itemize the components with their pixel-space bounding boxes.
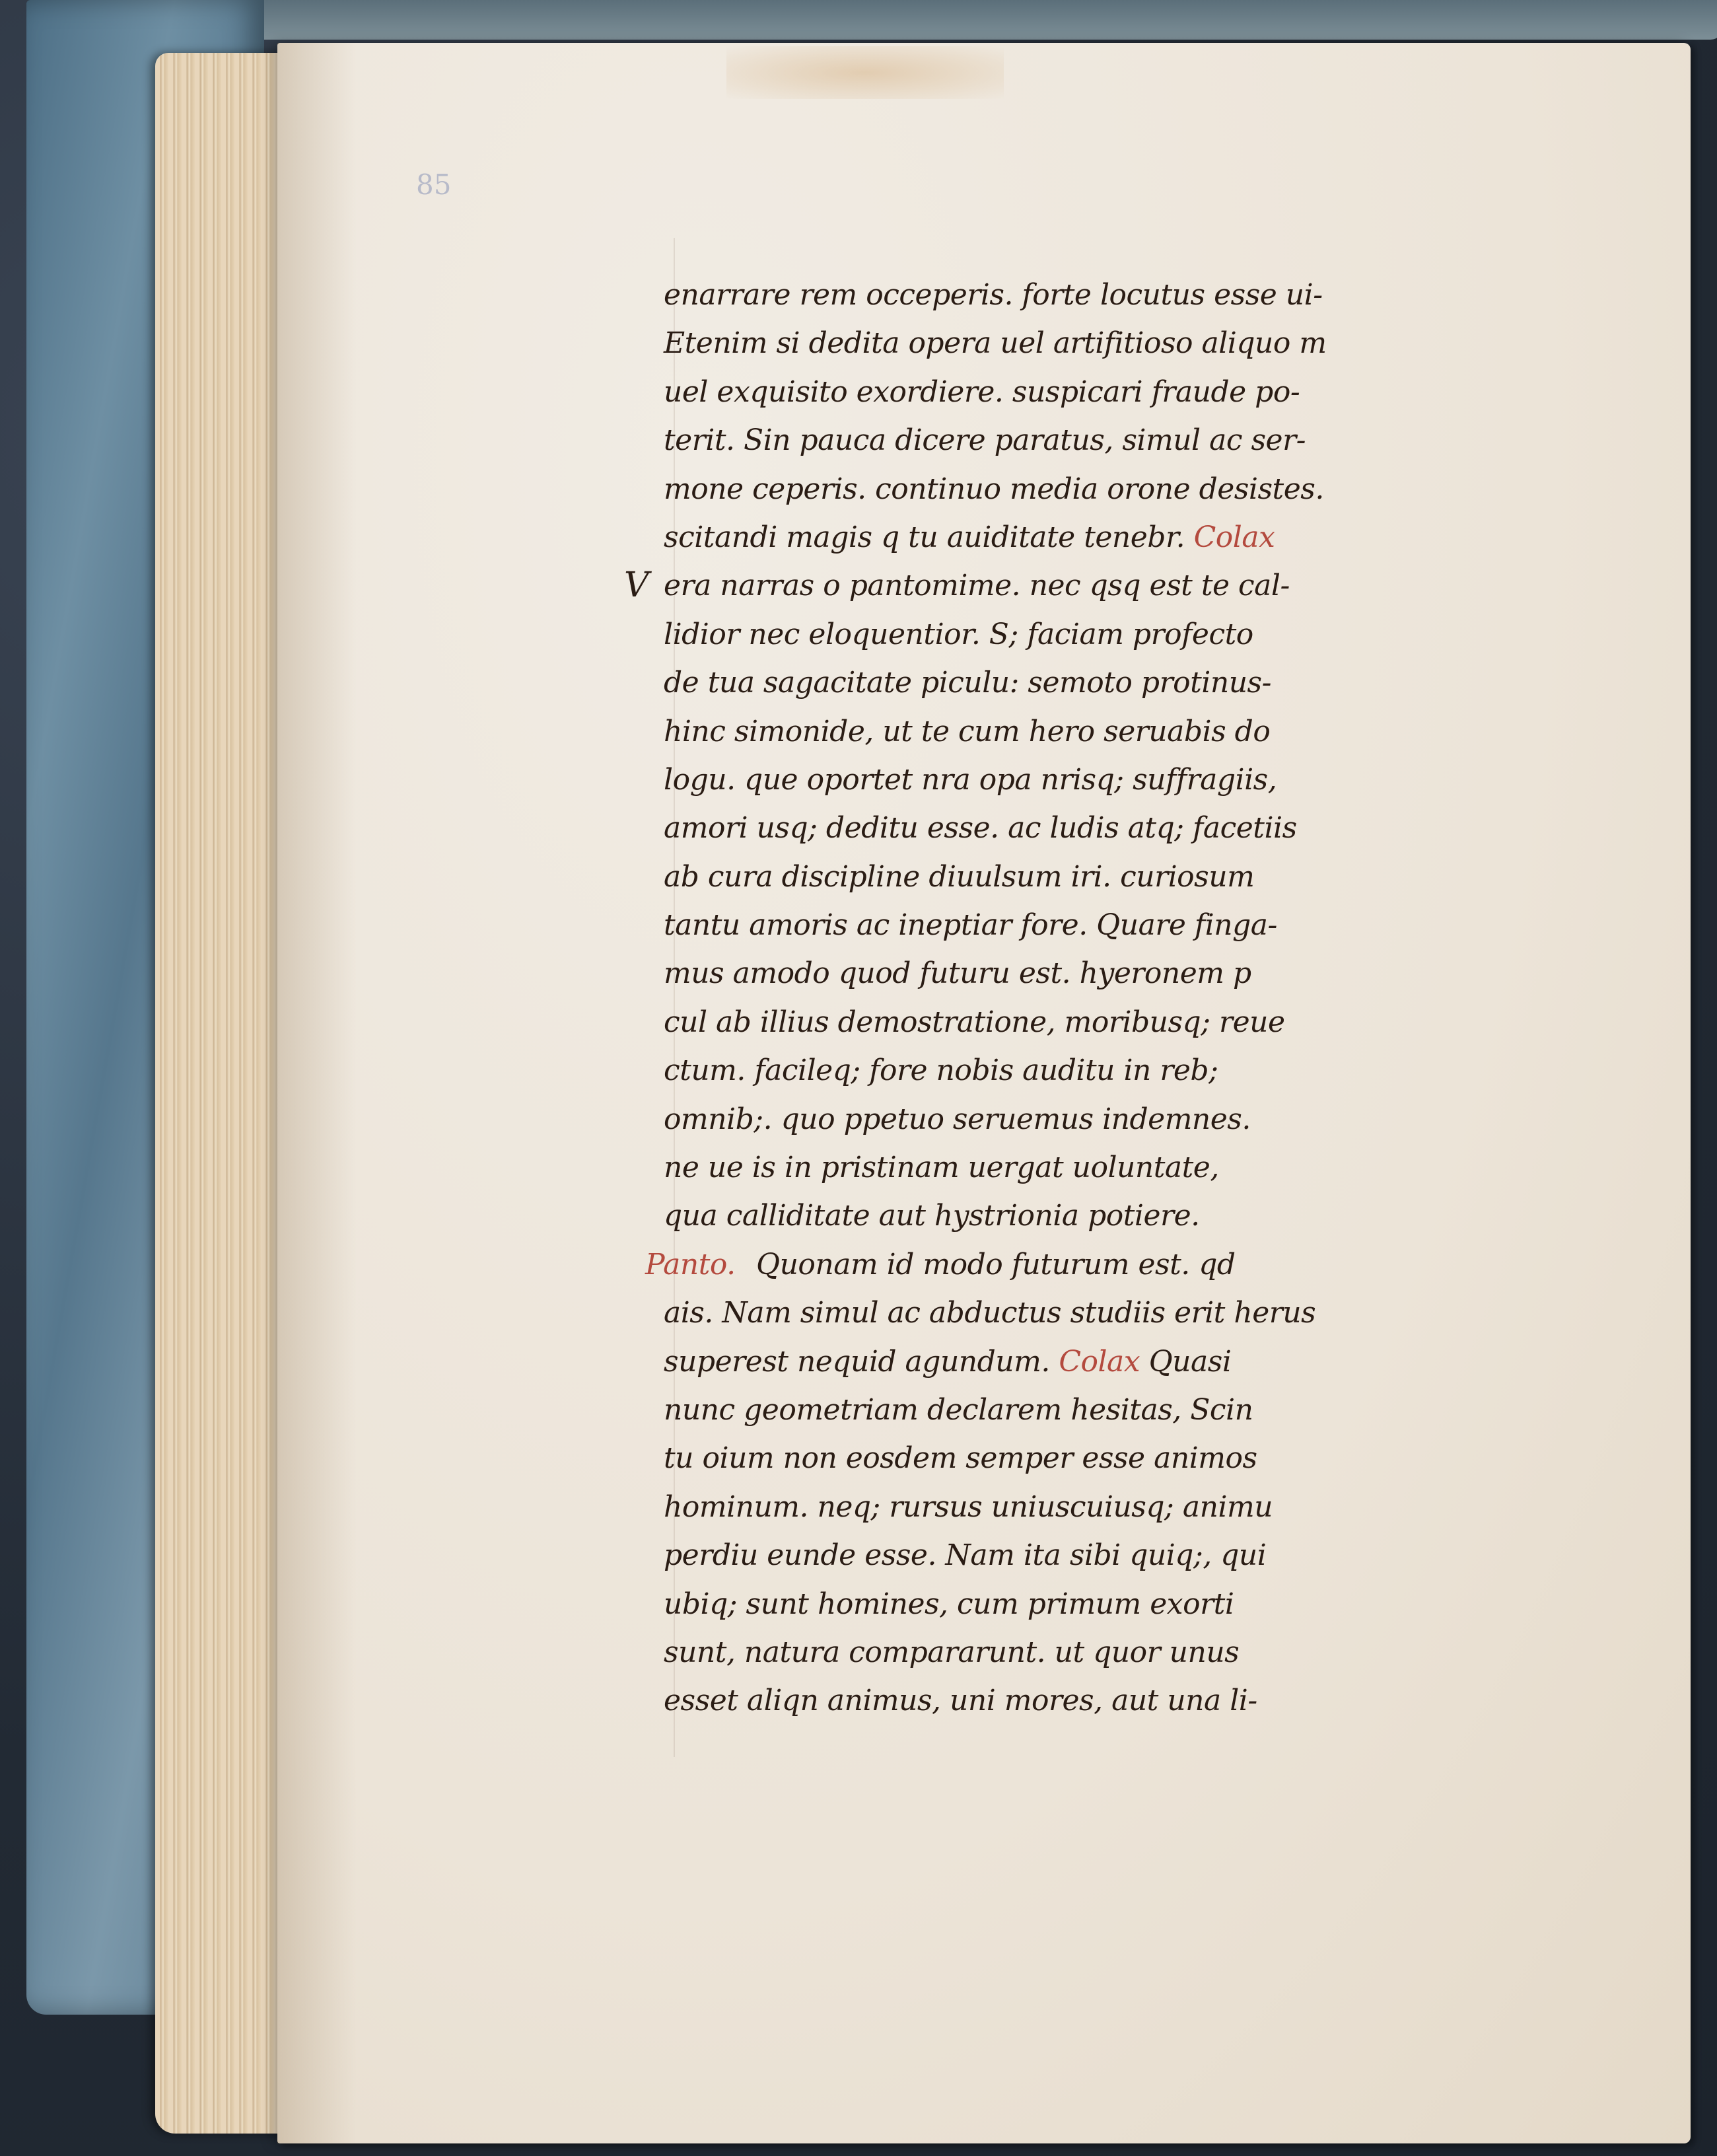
rubric-label: Colax	[1185, 520, 1275, 554]
text-line	[645, 1240, 1549, 1289]
line-text: enarrare rem occeperis. forte locutus esse ui-	[664, 278, 1323, 312]
text-line	[664, 998, 1549, 1046]
line-text: tu oium non eosdem semper esse animos	[664, 1441, 1257, 1476]
line-text: hinc simonide, ut te cum hero seruabis do	[664, 714, 1271, 748]
line-text: ctum. facileq; fore nobis auditu in reb;	[664, 1054, 1218, 1088]
text-line	[664, 513, 1549, 561]
text-line	[664, 1531, 1549, 1579]
text-line	[664, 1386, 1549, 1434]
text-line	[664, 949, 1549, 997]
text-line	[664, 659, 1549, 707]
line-text: de tua sagacitate piculu: semoto protinus-	[664, 666, 1271, 700]
text-line	[664, 610, 1549, 659]
line-text: esset aliqn animus, uni mores, aut una li-	[664, 1684, 1257, 1718]
text-line	[664, 1434, 1549, 1482]
line-text: Quonam id modo futurum est. qd	[756, 1247, 1236, 1281]
line-text: lidior nec eloquentior. S; faciam profecto	[664, 617, 1253, 651]
folio-number: 85	[416, 168, 452, 201]
text-line	[664, 1192, 1549, 1240]
line-text: ab cura discipline diuulsum iri. curiosum	[664, 859, 1255, 894]
text-line	[664, 1095, 1549, 1143]
page-stain	[726, 46, 1004, 99]
manuscript-text-block	[624, 271, 1549, 1725]
line-text: perdiu eunde esse. Nam ita sibi quiq;, qui	[664, 1538, 1267, 1573]
line-text: ubiq; sunt homines, cum primum exorti	[664, 1587, 1234, 1621]
line-text: tantu amoris ac ineptiar fore. Quare finga-	[664, 908, 1277, 943]
line-text: terit. Sin pauca dicere paratus, simul ac ser-	[664, 423, 1306, 458]
text-line	[664, 1628, 1549, 1676]
initial-letter: V	[624, 565, 649, 606]
line-text: superest nequid agundum.	[664, 1344, 1050, 1379]
text-line	[664, 1580, 1549, 1628]
text-line	[664, 901, 1549, 949]
line-text: era narras o pantomime. nec qsq est te cal-	[664, 569, 1290, 603]
line-text: mus amodo quod futuru est. hyeronem p	[664, 956, 1251, 991]
line-text: mone ceperis. continuo media orone desistes.	[664, 472, 1324, 506]
line-text: logu. que oportet nra opa nrisq; suffragiis,	[664, 762, 1277, 797]
rubric-label: Colax	[1049, 1344, 1140, 1379]
text-line	[664, 756, 1549, 804]
text-line	[664, 465, 1549, 513]
text-line	[664, 1483, 1549, 1531]
cover-top-edge	[86, 0, 1717, 40]
line-text: uel exquisito exordiere. suspicari fraude po-	[664, 375, 1300, 409]
line-text: sunt, natura compararunt. ut quor unus	[664, 1635, 1240, 1669]
speaker-rubric: Panto.	[645, 1247, 736, 1281]
text-line	[664, 804, 1549, 852]
text-line	[624, 561, 1549, 610]
line-text: scitandi magis q tu auiditate tenebr.	[664, 520, 1185, 554]
line-text: qua calliditate aut hystrionia potiere.	[664, 1199, 1200, 1233]
line-text: cul ab illius demostratione, moribusq; reue	[664, 1005, 1285, 1039]
line-text: amori usq; deditu esse. ac ludis atq; facetiis	[664, 811, 1297, 845]
line-text: omnib;. quo ppetuo seruemus indemnes.	[664, 1102, 1251, 1136]
line-text: ne ue is in pristinam uergat uoluntate,	[664, 1151, 1219, 1185]
line-text-after-rubric: Quasi	[1140, 1344, 1232, 1379]
text-line	[664, 271, 1549, 319]
text-line	[664, 319, 1549, 367]
line-text: Etenim si dedita opera uel artifitioso aliquo m	[664, 326, 1327, 361]
text-line	[664, 1676, 1549, 1725]
line-text: nunc geometriam declarem hesitas, Scin	[664, 1392, 1253, 1427]
text-line	[664, 416, 1549, 464]
line-text: ais. Nam simul ac abductus studiis erit herus	[664, 1296, 1316, 1330]
line-text: hominum. neq; rursus uniuscuiusq; animu	[664, 1490, 1273, 1524]
text-line	[664, 707, 1549, 756]
text-line	[664, 1143, 1549, 1192]
text-line	[664, 853, 1549, 901]
page-edges-stack	[155, 53, 287, 2134]
text-line	[664, 368, 1549, 416]
text-line	[664, 1338, 1549, 1386]
text-line	[664, 1046, 1549, 1095]
text-line	[664, 1289, 1549, 1337]
